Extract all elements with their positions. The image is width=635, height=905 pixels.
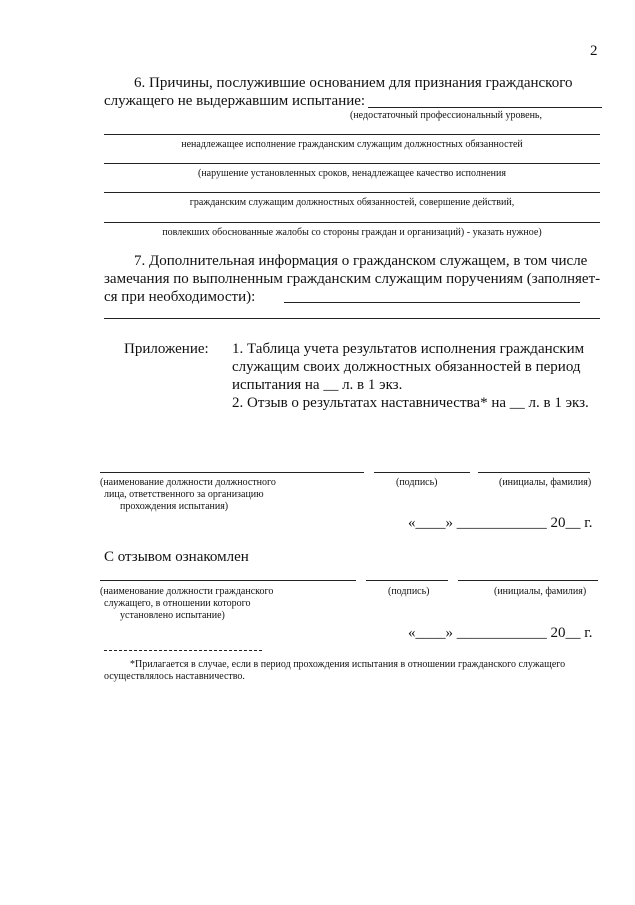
appendix-item1-line2: служащим своих должностных обязанностей в период: [232, 359, 581, 375]
blank-line: [284, 302, 580, 303]
sign1-position-line2: лица, ответственного за организацию: [104, 489, 264, 500]
signature-line-sign: [366, 580, 448, 581]
familiar-signature-label: (подпись): [388, 586, 430, 597]
section7-line1: 7. Дополнительная информация о гражданском служащем, в том числе: [134, 253, 588, 269]
appendix-label: Приложение:: [124, 341, 209, 357]
appendix-item2: 2. Отзыв о результатах наставничества* на __ л. в 1 экз.: [232, 395, 589, 411]
blank-line: [104, 318, 600, 319]
appendix-item1-line3: испытания на __ л. в 1 экз.: [232, 377, 403, 393]
section6-hint5: повлекших обоснованные жалобы со стороны граждан и организаций) - указать нужное): [162, 227, 542, 238]
signature-line-position: [100, 580, 356, 581]
familiar-position-line1: (наименование должности гражданского: [100, 586, 274, 597]
sign1-signature-label: (подпись): [396, 477, 438, 488]
section6-line1: 6. Причины, послужившие основанием для признания гражданского: [134, 75, 573, 91]
signature-line-position: [100, 472, 364, 473]
blank-line: [104, 222, 600, 223]
appendix-item1-line1: 1. Таблица учета результатов исполнения гражданским: [232, 341, 585, 357]
footnote-line1: *Прилагается в случае, если в период прохождения испытания в отношении гражданского служащего: [130, 659, 566, 670]
blank-line: [368, 107, 602, 108]
familiar-position-line3: установлено испытание): [120, 610, 225, 621]
section6-hint3: (нарушение установленных сроков, ненадлежащее качество исполнения: [198, 168, 506, 179]
section7-line2: замечания по выполненным гражданским служащим поручениям (заполняет-: [104, 271, 601, 287]
section6-line2: служащего не выдержавшим испытание:: [104, 93, 366, 109]
sign1-date: «____» ____________ 20__ г.: [408, 515, 593, 531]
familiar-date: «____» ____________ 20__ г.: [408, 625, 593, 641]
familiar-initials-label: (инициалы, фамилия): [494, 586, 587, 597]
section7-line3: ся при необходимости):: [104, 289, 256, 305]
footnote-line2: осуществлялось наставничество.: [104, 671, 245, 682]
familiar-heading: С отзывом ознакомлен: [104, 549, 249, 565]
signature-line-initials: [478, 472, 590, 473]
blank-line: [104, 163, 600, 164]
blank-line: [104, 134, 600, 135]
sign1-initials-label: (инициалы, фамилия): [499, 477, 592, 488]
signature-line-initials: [458, 580, 598, 581]
blank-line: [104, 192, 600, 193]
section6-hint1: (недостаточный профессиональный уровень,: [350, 110, 542, 121]
signature-line-sign: [374, 472, 470, 473]
page-number: 2: [590, 43, 598, 59]
familiar-position-line2: служащего, в отношении которого: [104, 598, 251, 609]
sign1-position-line3: прохождения испытания): [120, 501, 229, 512]
footnote-separator: [104, 650, 262, 651]
sign1-position-line1: (наименование должности должностного: [100, 477, 276, 488]
section6-hint4: гражданским служащим должностных обязанностей, совершение действий,: [189, 197, 515, 208]
section6-hint2: ненадлежащее исполнение гражданским служащим должностных обязанностей: [181, 139, 523, 150]
